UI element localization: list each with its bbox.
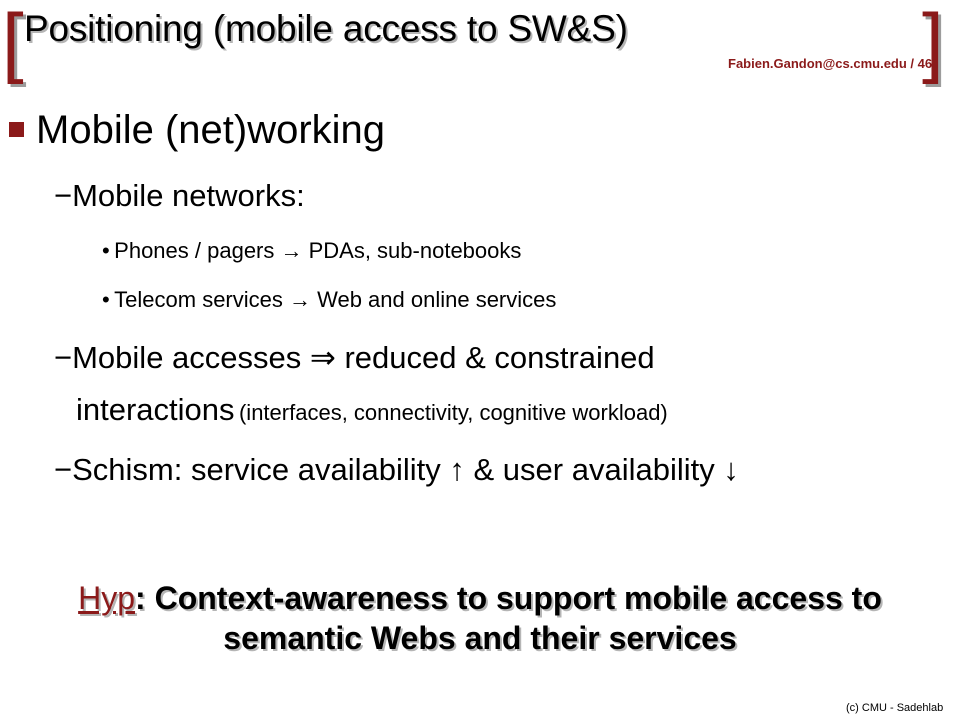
- item-text: Phones / pagers → PDAs, sub-notebooks: [114, 238, 522, 263]
- subbullet-mobile-networks: [54, 178, 305, 214]
- dot-marker: •: [102, 238, 110, 263]
- subbullet-text: interactions: [76, 392, 235, 427]
- copyright-footer: (c) CMU - Sadehlab: [846, 702, 944, 714]
- hypothesis-label: Hyp: [78, 580, 136, 616]
- item-phones-pagers: [102, 238, 521, 264]
- parenthetical-note: (interfaces, connectivity, cognitive workload): [238, 400, 668, 425]
- bullet-mobile-networking: Mobile (net)working: [36, 108, 386, 152]
- title-left-bracket: [: [2, 0, 24, 85]
- hypothesis-line-1: Context-awareness to support mobile access to: [154, 580, 882, 616]
- dash-marker: −: [54, 340, 73, 375]
- square-bullet-icon: [9, 122, 24, 137]
- slide-title: Positioning (mobile access to SW&S): [24, 8, 628, 49]
- dot-marker: •: [102, 287, 110, 312]
- item-text: Telecom services → Web and online services: [114, 287, 557, 312]
- title-right-bracket: ]: [922, 0, 944, 85]
- dash-marker: −: [54, 452, 73, 487]
- subbullet-schism: [54, 452, 739, 488]
- hypothesis-separator: :: [135, 580, 155, 616]
- subbullet-mobile-accesses: [54, 340, 655, 376]
- hypothesis-statement: [0, 578, 960, 658]
- author-slide-number: Fabien.Gandon@cs.cmu.edu / 46: [728, 56, 933, 71]
- dash-marker: −: [54, 178, 73, 213]
- hypothesis-line-2: semantic Webs and their services: [223, 620, 737, 656]
- subbullet-text: Mobile accesses ⇒ reduced & constrained: [72, 340, 655, 375]
- item-telecom-services: [102, 287, 556, 313]
- subbullet-text: Mobile networks:: [72, 178, 305, 213]
- subbullet-text: Schism: service availability ↑ & user availability ↓: [72, 452, 739, 487]
- subbullet-mobile-accesses-continued: [76, 392, 668, 428]
